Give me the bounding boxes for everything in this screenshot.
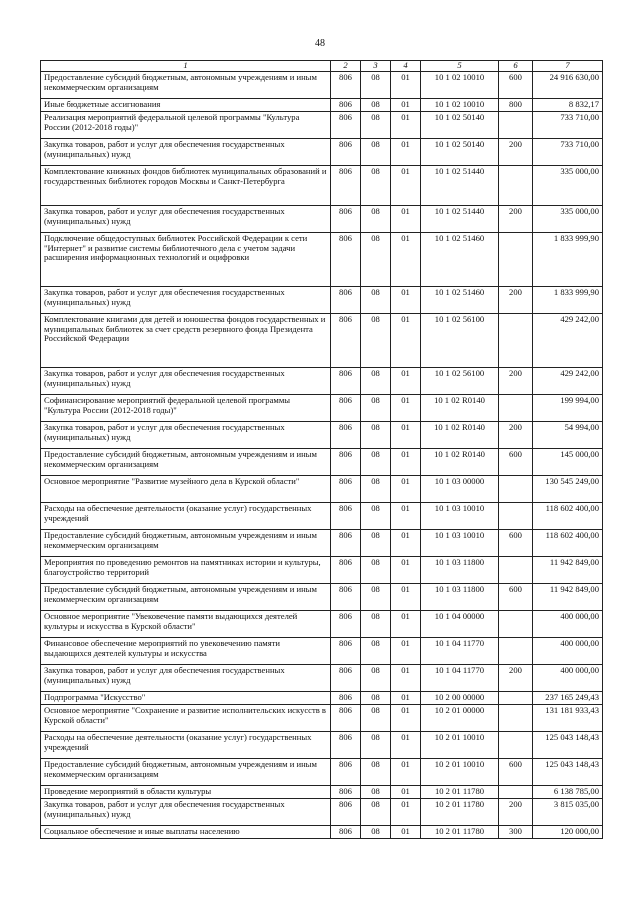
cell-subsection: 01 xyxy=(391,799,421,826)
cell-subsection: 01 xyxy=(391,314,421,368)
cell-expense-name: Комплектование книгами для детей и юношества фондов государственных и муниципальных библиотек за счет средств резервного фонда Президента Российской Федерации xyxy=(41,314,331,368)
cell-expense-type xyxy=(499,638,533,665)
cell-expense-type: 200 xyxy=(499,139,533,166)
cell-subsection: 01 xyxy=(391,638,421,665)
cell-ministry-code: 806 xyxy=(331,99,361,112)
cell-target-article: 10 1 02 10010 xyxy=(421,72,499,99)
cell-target-article: 10 1 02 51460 xyxy=(421,233,499,287)
cell-expense-name: Мероприятия по проведению ремонтов на памятниках истории и культуры, благоустройство территорий xyxy=(41,557,331,584)
cell-subsection: 01 xyxy=(391,287,421,314)
table-row xyxy=(41,638,603,665)
cell-section: 08 xyxy=(361,206,391,233)
cell-expense-type xyxy=(499,692,533,705)
cell-ministry-code: 806 xyxy=(331,826,361,839)
cell-expense-type: 600 xyxy=(499,530,533,557)
cell-target-article: 10 1 02 10010 xyxy=(421,99,499,112)
cell-expense-type xyxy=(499,557,533,584)
cell-section: 08 xyxy=(361,692,391,705)
cell-section: 08 xyxy=(361,422,391,449)
cell-section: 08 xyxy=(361,368,391,395)
cell-section: 08 xyxy=(361,786,391,799)
cell-subsection: 01 xyxy=(391,233,421,287)
cell-expense-name: Предоставление субсидий бюджетным, автономным учреждениям и иным некоммерческим организациям xyxy=(41,449,331,476)
cell-expense-name: Подпрограмма "Искусство" xyxy=(41,692,331,705)
cell-section: 08 xyxy=(361,705,391,732)
cell-section: 08 xyxy=(361,112,391,139)
cell-target-article: 10 1 02 56100 xyxy=(421,368,499,395)
cell-section: 08 xyxy=(361,139,391,166)
table-row xyxy=(41,166,603,206)
cell-amount: 6 138 785,00 xyxy=(533,786,603,799)
cell-section: 08 xyxy=(361,530,391,557)
cell-expense-type: 600 xyxy=(499,72,533,99)
cell-expense-type xyxy=(499,611,533,638)
cell-expense-name: Закупка товаров, работ и услуг для обеспечения государственных (муниципальных) нужд xyxy=(41,368,331,395)
table-row xyxy=(41,314,603,368)
cell-amount: 429 242,00 xyxy=(533,314,603,368)
cell-expense-type xyxy=(499,786,533,799)
cell-expense-name: Проведение мероприятий в области культуры xyxy=(41,786,331,799)
cell-amount: 1 833 999,90 xyxy=(533,233,603,287)
cell-ministry-code: 806 xyxy=(331,395,361,422)
cell-amount: 24 916 630,00 xyxy=(533,72,603,99)
cell-ministry-code: 806 xyxy=(331,206,361,233)
cell-expense-name: Закупка товаров, работ и услуг для обеспечения государственных (муниципальных) нужд xyxy=(41,799,331,826)
cell-expense-name: Основное мероприятие "Увековечение памяти выдающихся деятелей культуры и искусства в Курской области" xyxy=(41,611,331,638)
cell-expense-type: 200 xyxy=(499,665,533,692)
cell-subsection: 01 xyxy=(391,422,421,449)
cell-subsection: 01 xyxy=(391,786,421,799)
cell-ministry-code: 806 xyxy=(331,799,361,826)
cell-section: 08 xyxy=(361,287,391,314)
cell-target-article: 10 1 02 56100 xyxy=(421,314,499,368)
cell-amount: 54 994,00 xyxy=(533,422,603,449)
cell-expense-type xyxy=(499,395,533,422)
cell-ministry-code: 806 xyxy=(331,665,361,692)
cell-ministry-code: 806 xyxy=(331,692,361,705)
cell-amount: 733 710,00 xyxy=(533,139,603,166)
cell-expense-type: 800 xyxy=(499,99,533,112)
table-row xyxy=(41,557,603,584)
column-header: 2 xyxy=(331,61,361,72)
cell-section: 08 xyxy=(361,476,391,503)
cell-target-article: 10 1 04 00000 xyxy=(421,611,499,638)
cell-amount: 733 710,00 xyxy=(533,112,603,139)
cell-amount: 131 181 933,43 xyxy=(533,705,603,732)
table-header-row xyxy=(41,61,603,72)
cell-expense-name: Комплектование книжных фондов библиотек муниципальных образований и государственных библиотек городов Москвы и Санкт-Петербурга xyxy=(41,166,331,206)
cell-target-article: 10 1 02 51460 xyxy=(421,287,499,314)
cell-subsection: 01 xyxy=(391,112,421,139)
cell-expense-type: 300 xyxy=(499,826,533,839)
cell-section: 08 xyxy=(361,557,391,584)
cell-subsection: 01 xyxy=(391,584,421,611)
cell-subsection: 01 xyxy=(391,557,421,584)
cell-expense-name: Иные бюджетные ассигнования xyxy=(41,99,331,112)
cell-expense-name: Предоставление субсидий бюджетным, автономным учреждениям и иным некоммерческим организациям xyxy=(41,584,331,611)
cell-target-article: 10 1 02 R0140 xyxy=(421,422,499,449)
cell-amount: 120 000,00 xyxy=(533,826,603,839)
page-number: 48 xyxy=(315,38,325,49)
cell-expense-type xyxy=(499,476,533,503)
table-row xyxy=(41,503,603,530)
table-row xyxy=(41,826,603,839)
cell-subsection: 01 xyxy=(391,665,421,692)
cell-amount: 199 994,00 xyxy=(533,395,603,422)
cell-section: 08 xyxy=(361,826,391,839)
table-row xyxy=(41,665,603,692)
cell-target-article: 10 1 03 10010 xyxy=(421,530,499,557)
cell-subsection: 01 xyxy=(391,759,421,786)
cell-expense-name: Закупка товаров, работ и услуг для обеспечения государственных (муниципальных) нужд xyxy=(41,139,331,166)
cell-ministry-code: 806 xyxy=(331,233,361,287)
cell-section: 08 xyxy=(361,166,391,206)
cell-section: 08 xyxy=(361,395,391,422)
cell-ministry-code: 806 xyxy=(331,503,361,530)
cell-expense-type xyxy=(499,112,533,139)
cell-ministry-code: 806 xyxy=(331,449,361,476)
cell-target-article: 10 2 01 00000 xyxy=(421,705,499,732)
column-header: 1 xyxy=(41,61,331,72)
cell-amount: 145 000,00 xyxy=(533,449,603,476)
cell-subsection: 01 xyxy=(391,476,421,503)
cell-ministry-code: 806 xyxy=(331,166,361,206)
cell-ministry-code: 806 xyxy=(331,287,361,314)
table-row xyxy=(41,139,603,166)
cell-target-article: 10 1 02 R0140 xyxy=(421,449,499,476)
cell-expense-type: 200 xyxy=(499,287,533,314)
cell-expense-type: 200 xyxy=(499,206,533,233)
cell-subsection: 01 xyxy=(391,449,421,476)
cell-target-article: 10 1 03 11800 xyxy=(421,557,499,584)
column-header: 4 xyxy=(391,61,421,72)
cell-subsection: 01 xyxy=(391,826,421,839)
cell-expense-type: 200 xyxy=(499,799,533,826)
cell-section: 08 xyxy=(361,72,391,99)
cell-subsection: 01 xyxy=(391,503,421,530)
cell-expense-type: 200 xyxy=(499,422,533,449)
cell-section: 08 xyxy=(361,611,391,638)
cell-target-article: 10 1 03 00000 xyxy=(421,476,499,503)
column-header: 6 xyxy=(499,61,533,72)
cell-subsection: 01 xyxy=(391,692,421,705)
cell-ministry-code: 806 xyxy=(331,611,361,638)
cell-ministry-code: 806 xyxy=(331,112,361,139)
cell-ministry-code: 806 xyxy=(331,732,361,759)
cell-subsection: 01 xyxy=(391,99,421,112)
cell-expense-type: 600 xyxy=(499,584,533,611)
cell-expense-name: Софинансирование мероприятий федеральной целевой программы "Культура России (2012-2018 годы)" xyxy=(41,395,331,422)
table-row xyxy=(41,476,603,503)
cell-amount: 400 000,00 xyxy=(533,611,603,638)
cell-subsection: 01 xyxy=(391,530,421,557)
cell-target-article: 10 1 02 50140 xyxy=(421,139,499,166)
cell-expense-type xyxy=(499,705,533,732)
cell-expense-name: Предоставление субсидий бюджетным, автономным учреждениям и иным некоммерческим организациям xyxy=(41,759,331,786)
cell-section: 08 xyxy=(361,732,391,759)
table-row xyxy=(41,99,603,112)
table-row xyxy=(41,368,603,395)
cell-subsection: 01 xyxy=(391,732,421,759)
cell-ministry-code: 806 xyxy=(331,705,361,732)
cell-amount: 11 942 849,00 xyxy=(533,584,603,611)
cell-ministry-code: 806 xyxy=(331,786,361,799)
cell-expense-type: 600 xyxy=(499,759,533,786)
cell-target-article: 10 1 03 11800 xyxy=(421,584,499,611)
cell-subsection: 01 xyxy=(391,395,421,422)
cell-amount: 3 815 035,00 xyxy=(533,799,603,826)
cell-section: 08 xyxy=(361,665,391,692)
cell-section: 08 xyxy=(361,584,391,611)
table-body xyxy=(41,72,603,839)
cell-target-article: 10 1 03 10010 xyxy=(421,503,499,530)
table-row xyxy=(41,786,603,799)
table-row xyxy=(41,112,603,139)
cell-expense-name: Финансовое обеспечение мероприятий по увековечению памяти выдающихся деятелей культуры и искусства xyxy=(41,638,331,665)
cell-amount: 118 602 400,00 xyxy=(533,503,603,530)
table-row xyxy=(41,287,603,314)
table-row xyxy=(41,732,603,759)
cell-subsection: 01 xyxy=(391,166,421,206)
cell-ministry-code: 806 xyxy=(331,638,361,665)
cell-expense-name: Предоставление субсидий бюджетным, автономным учреждениям и иным некоммерческим организациям xyxy=(41,530,331,557)
cell-amount: 1 833 999,90 xyxy=(533,287,603,314)
cell-expense-name: Социальное обеспечение и иные выплаты населению xyxy=(41,826,331,839)
cell-target-article: 10 2 01 10010 xyxy=(421,759,499,786)
cell-expense-name: Подключение общедоступных библиотек Российской Федерации к сети "Интернет" и развитие системы библиотечного дела с учетом задачи расширения информационных технологий и оцифровки xyxy=(41,233,331,287)
cell-ministry-code: 806 xyxy=(331,314,361,368)
cell-expense-name: Закупка товаров, работ и услуг для обеспечения государственных (муниципальных) нужд xyxy=(41,665,331,692)
table-row xyxy=(41,705,603,732)
cell-expense-name: Расходы на обеспечение деятельности (оказание услуг) государственных учреждений xyxy=(41,503,331,530)
cell-amount: 335 000,00 xyxy=(533,166,603,206)
column-header: 7 xyxy=(533,61,603,72)
cell-amount: 125 043 148,43 xyxy=(533,759,603,786)
cell-section: 08 xyxy=(361,99,391,112)
cell-amount: 335 000,00 xyxy=(533,206,603,233)
cell-amount: 130 545 249,00 xyxy=(533,476,603,503)
cell-target-article: 10 1 04 11770 xyxy=(421,665,499,692)
cell-expense-type: 600 xyxy=(499,449,533,476)
cell-target-article: 10 2 00 00000 xyxy=(421,692,499,705)
cell-target-article: 10 1 02 R0140 xyxy=(421,395,499,422)
cell-expense-name: Основное мероприятие "Развитие музейного дела в Курской области" xyxy=(41,476,331,503)
cell-amount: 11 942 849,00 xyxy=(533,557,603,584)
table-row xyxy=(41,395,603,422)
cell-amount: 429 242,00 xyxy=(533,368,603,395)
column-header: 3 xyxy=(361,61,391,72)
cell-expense-name: Закупка товаров, работ и услуг для обеспечения государственных (муниципальных) нужд xyxy=(41,287,331,314)
cell-section: 08 xyxy=(361,233,391,287)
cell-section: 08 xyxy=(361,314,391,368)
cell-target-article: 10 1 02 50140 xyxy=(421,112,499,139)
cell-ministry-code: 806 xyxy=(331,476,361,503)
table-row xyxy=(41,584,603,611)
cell-ministry-code: 806 xyxy=(331,759,361,786)
cell-target-article: 10 2 01 11780 xyxy=(421,826,499,839)
cell-target-article: 10 2 01 10010 xyxy=(421,732,499,759)
table-row xyxy=(41,233,603,287)
table-row xyxy=(41,206,603,233)
cell-amount: 237 165 249,43 xyxy=(533,692,603,705)
cell-subsection: 01 xyxy=(391,206,421,233)
table-row xyxy=(41,72,603,99)
cell-expense-type xyxy=(499,314,533,368)
cell-subsection: 01 xyxy=(391,705,421,732)
cell-section: 08 xyxy=(361,799,391,826)
cell-expense-name: Расходы на обеспечение деятельности (оказание услуг) государственных учреждений xyxy=(41,732,331,759)
cell-expense-name: Закупка товаров, работ и услуг для обеспечения государственных (муниципальных) нужд xyxy=(41,422,331,449)
table-row xyxy=(41,759,603,786)
cell-subsection: 01 xyxy=(391,139,421,166)
cell-target-article: 10 1 02 51440 xyxy=(421,166,499,206)
cell-expense-name: Закупка товаров, работ и услуг для обеспечения государственных (муниципальных) нужд xyxy=(41,206,331,233)
cell-section: 08 xyxy=(361,638,391,665)
cell-subsection: 01 xyxy=(391,72,421,99)
table-row xyxy=(41,692,603,705)
cell-ministry-code: 806 xyxy=(331,368,361,395)
table-row xyxy=(41,422,603,449)
cell-amount: 125 043 148,43 xyxy=(533,732,603,759)
table-row xyxy=(41,530,603,557)
table-row xyxy=(41,799,603,826)
cell-ministry-code: 806 xyxy=(331,139,361,166)
cell-amount: 400 000,00 xyxy=(533,665,603,692)
cell-ministry-code: 806 xyxy=(331,584,361,611)
budget-table xyxy=(40,60,603,839)
cell-amount: 118 602 400,00 xyxy=(533,530,603,557)
cell-amount: 8 832,17 xyxy=(533,99,603,112)
table-row xyxy=(41,449,603,476)
cell-expense-type xyxy=(499,166,533,206)
column-header: 5 xyxy=(421,61,499,72)
cell-ministry-code: 806 xyxy=(331,72,361,99)
cell-expense-type: 200 xyxy=(499,368,533,395)
cell-expense-name: Основное мероприятие "Сохранение и развитие исполнительских искусств в Курской области" xyxy=(41,705,331,732)
cell-ministry-code: 806 xyxy=(331,530,361,557)
cell-expense-type xyxy=(499,503,533,530)
cell-section: 08 xyxy=(361,759,391,786)
cell-subsection: 01 xyxy=(391,368,421,395)
cell-expense-type xyxy=(499,732,533,759)
table-row xyxy=(41,611,603,638)
cell-target-article: 10 1 02 51440 xyxy=(421,206,499,233)
cell-subsection: 01 xyxy=(391,611,421,638)
cell-ministry-code: 806 xyxy=(331,557,361,584)
cell-target-article: 10 2 01 11780 xyxy=(421,786,499,799)
cell-section: 08 xyxy=(361,503,391,530)
cell-amount: 400 000,00 xyxy=(533,638,603,665)
cell-expense-name: Предоставление субсидий бюджетным, автономным учреждениям и иным некоммерческим организациям xyxy=(41,72,331,99)
cell-expense-name: Реализация мероприятий федеральной целевой программы "Культура России (2012-2018 годы)" xyxy=(41,112,331,139)
cell-target-article: 10 2 01 11780 xyxy=(421,799,499,826)
cell-section: 08 xyxy=(361,449,391,476)
cell-ministry-code: 806 xyxy=(331,422,361,449)
cell-target-article: 10 1 04 11770 xyxy=(421,638,499,665)
cell-expense-type xyxy=(499,233,533,287)
